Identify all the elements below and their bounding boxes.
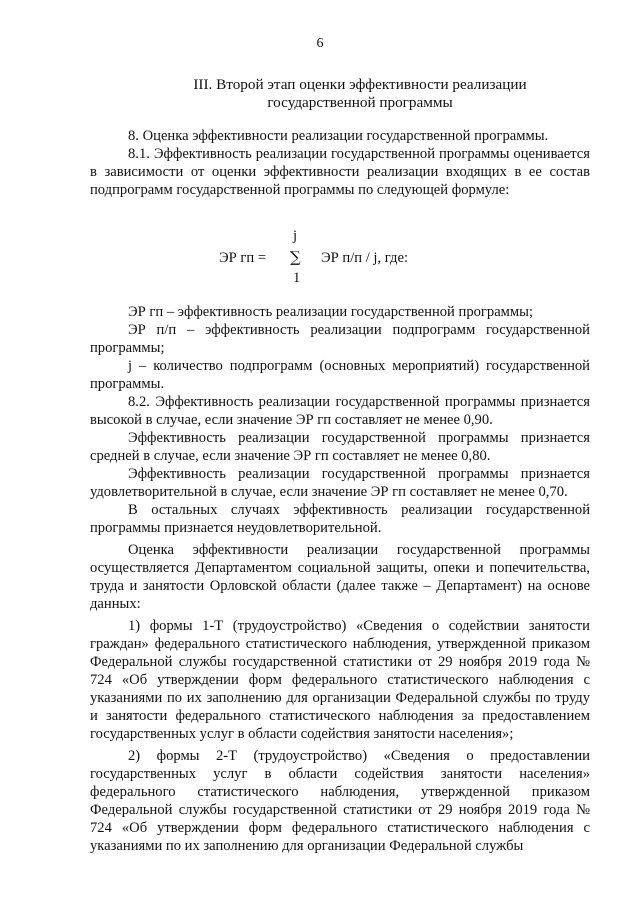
list-item-form-1t: 1) формы 1-Т (трудоустройство) «Сведения о содействии занятости граждан» федерального статистического наблюдения, утвержденной приказом Федеральной службы государственной статистики от 29 ноября 2019 года № 724 «Об утверждении форм федерального статистического наблюдения с указаниями по их заполнению для организации Федеральной службы по труду и занятости федерального статистического наблюдения за предоставлением государственных услуг в области содействия занятости населения»;	[90, 618, 590, 742]
paragraph-8: 8. Оценка эффективности реализации государственной программы.	[128, 128, 549, 144]
document-body	[90, 127, 590, 855]
page-number: 6	[316, 36, 324, 51]
formula-sum-upper-limit: j	[293, 228, 298, 244]
paragraph-unsatisfactory-efficiency: В остальных случаях эффективность реализации государственной программы признается неудовлетворительной.	[90, 502, 590, 536]
definition-j: j – количество подпрограмм (основных мероприятий) государственной программы.	[90, 358, 590, 392]
paragraph-8-2: 8.2. Эффективность реализации государственной программы признается высокой в случае, если значение ЭР гп составляет не менее 0,90.	[90, 394, 590, 428]
formula-sum-lower-limit: 1	[293, 270, 301, 286]
paragraph-medium-efficiency: Эффективность реализации государственной программы признается средней в случае, если значение ЭР гп составляет не менее 0,80.	[90, 430, 590, 464]
section-heading-line-1: III. Второй этап оценки эффективности реализации	[193, 76, 527, 93]
paragraph-8-1: 8.1. Эффективность реализации государственной программы оценивается в зависимости от оценки эффективности реализации входящих в ее состав подпрограмм государственной программы по следующей формуле:	[90, 146, 590, 198]
paragraph-satisfactory-efficiency: Эффективность реализации государственной программы признается удовлетворительной в случае, если значение ЭР гп составляет не менее 0,70.	[90, 466, 590, 500]
list-item-form-2t: 2) формы 2-Т (трудоустройство) «Сведения о предоставлении государственных услуг в области содействия занятости населения» федерального статистического наблюдения, утвержденной приказом Федеральной службы государственной статистики от 29 ноября 2019 года № 724 «Об утверждении форм федерального статистического наблюдения с указаниями по их заполнению для организации Федеральной службы	[90, 748, 590, 854]
section-heading-line-2: государственной программы	[267, 94, 453, 111]
definition-er-gp: ЭР гп – эффективность реализации государственной программы;	[128, 304, 533, 320]
formula-rhs: ЭР п/п / j, где:	[321, 250, 408, 266]
formula-lhs: ЭР гп =	[219, 250, 267, 266]
section-heading	[160, 76, 560, 112]
sum-symbol-icon: ∑	[290, 248, 301, 266]
efficiency-formula	[90, 199, 590, 303]
paragraph-evaluation-source: Оценка эффективности реализации государственной программы осуществляется Департаментом социальной защиты, опеки и попечительства, труда и занятости Орловской области (далее также – Департамент) на основе данных:	[90, 542, 590, 612]
definition-er-pp: ЭР п/п – эффективность реализации подпрограмм государственной программы;	[90, 322, 590, 356]
